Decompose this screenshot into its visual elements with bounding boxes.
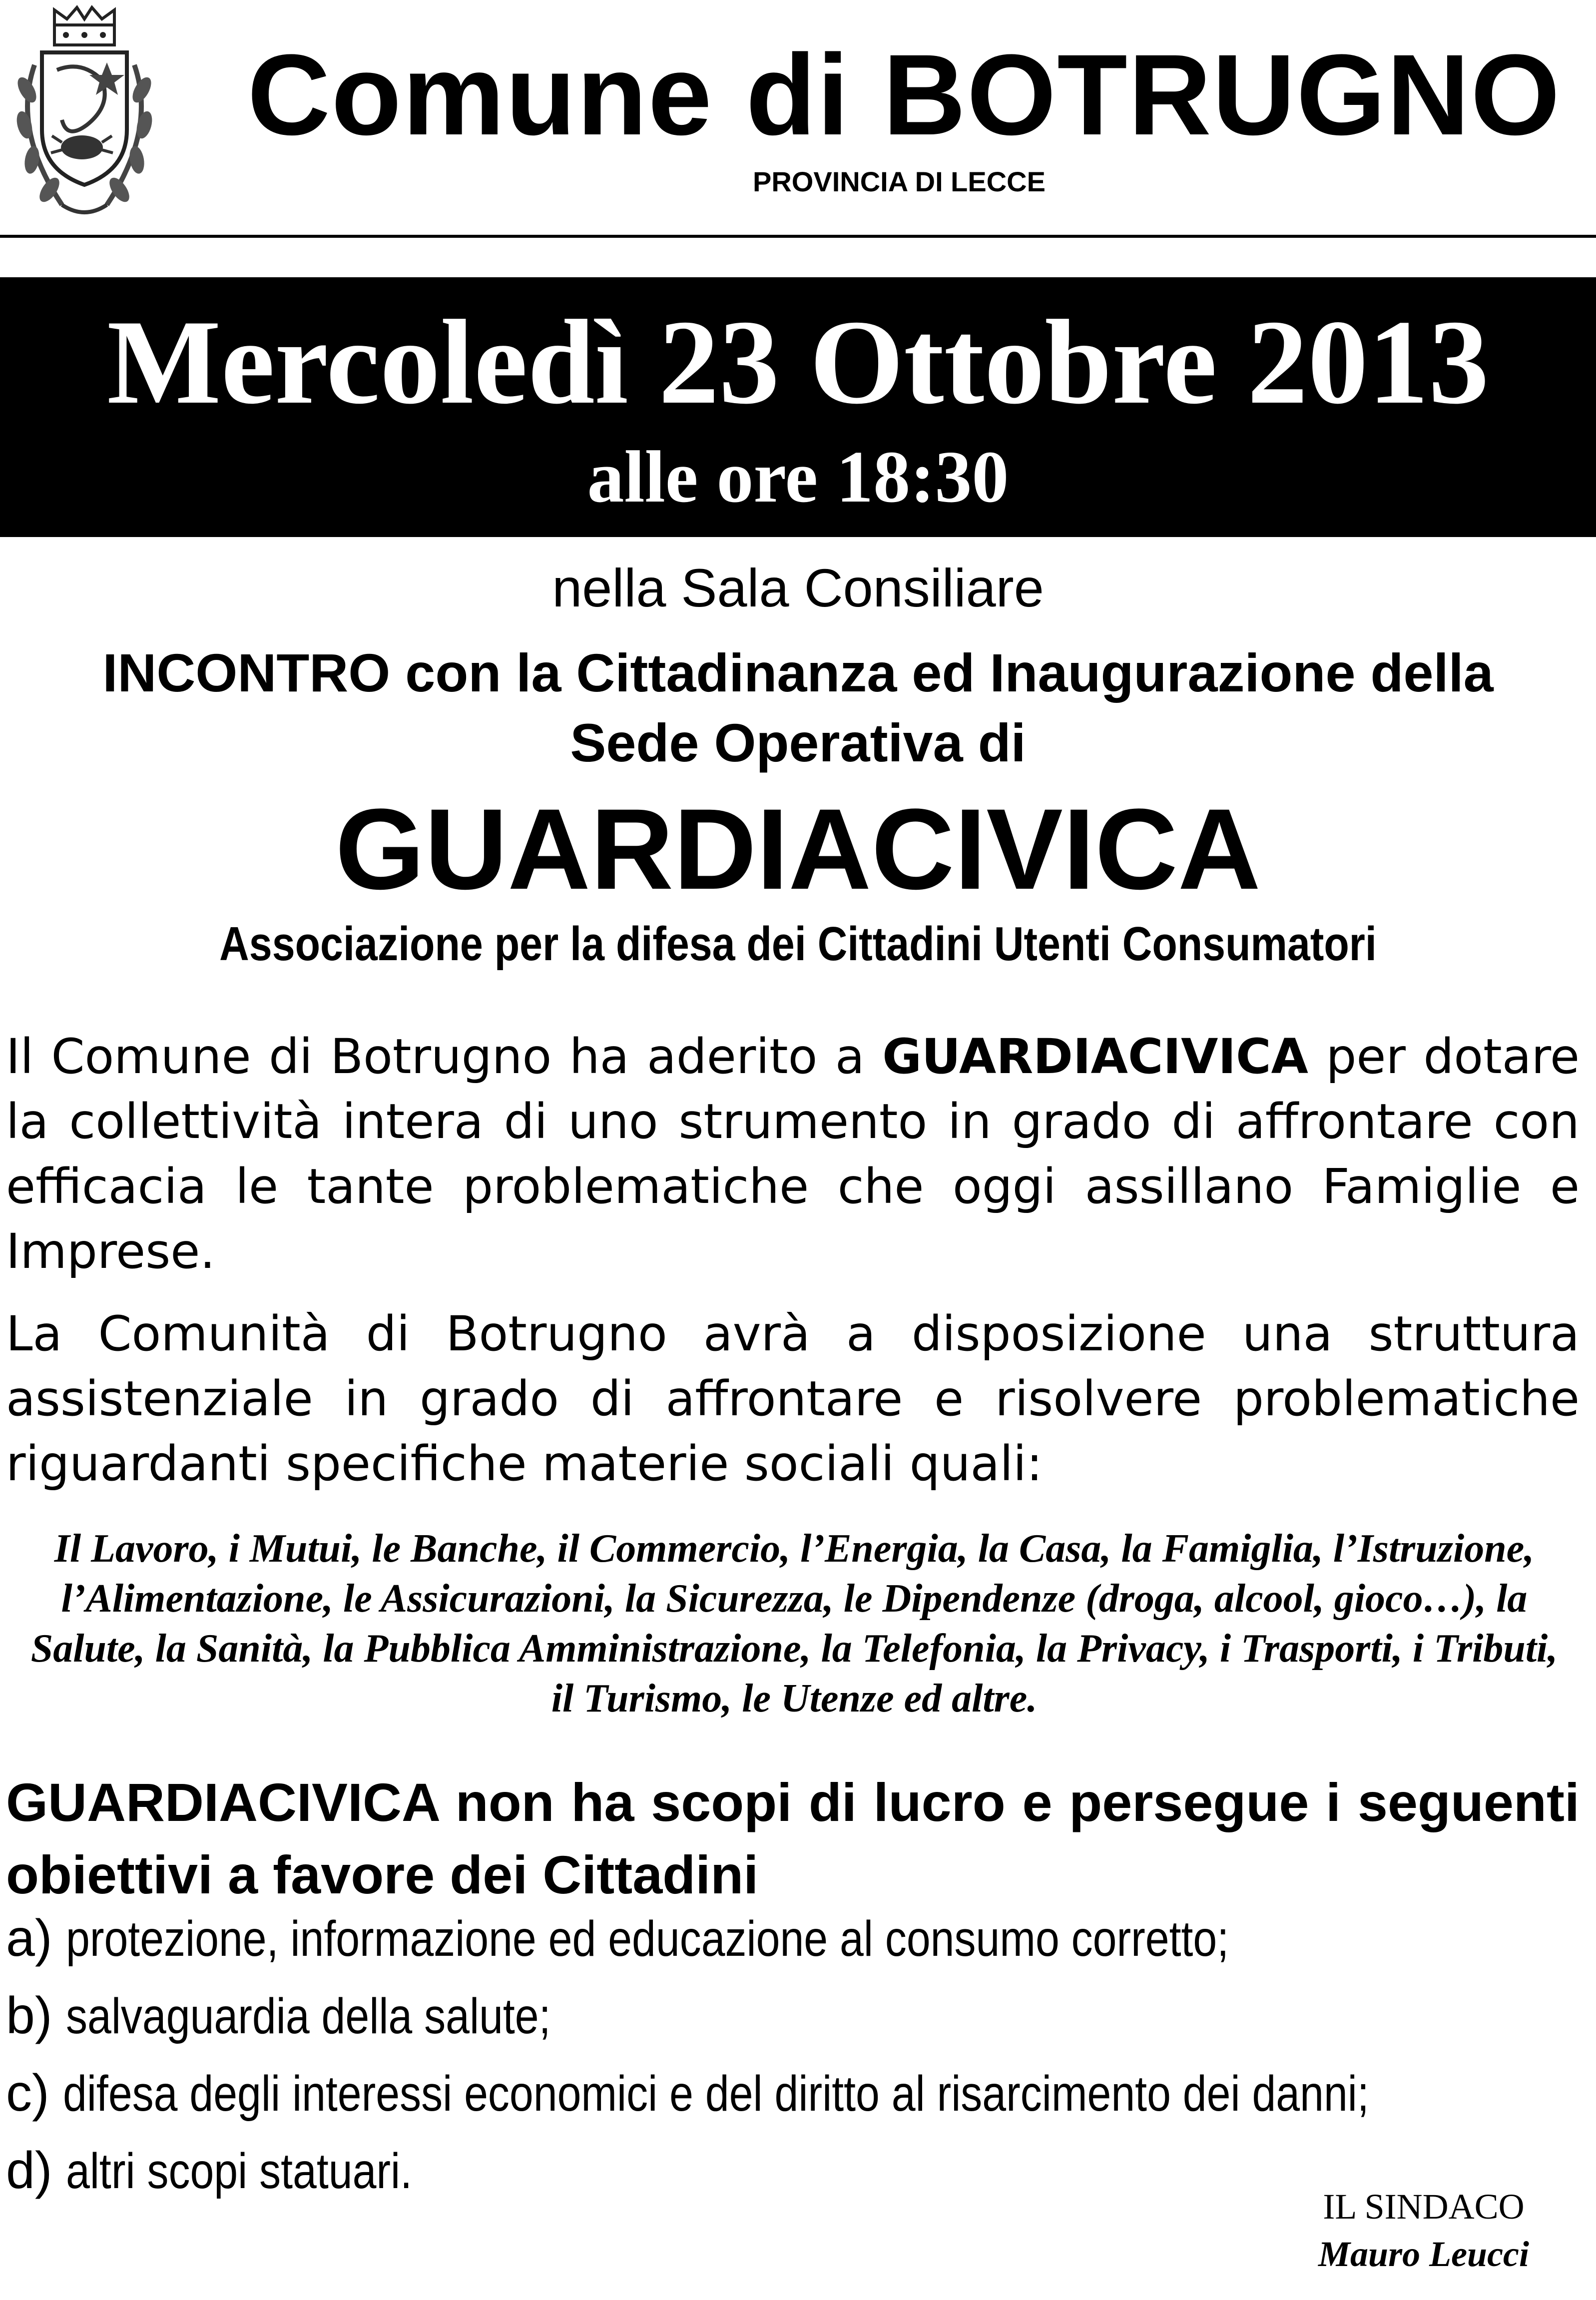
objective-text: protezione, informazione ed educazione al consumo corretto; xyxy=(66,1911,1229,1967)
objective-item xyxy=(6,1986,1585,2046)
objective-item xyxy=(6,1908,1585,1969)
province-subtitle: PROVINCIA DI LECCE xyxy=(753,166,1046,197)
header-divider xyxy=(0,235,1596,238)
organization-name: GUARDIACIVICA xyxy=(335,785,1261,913)
community-paragraph: La Comunità di Botrugno avrà a disposizione una struttura assistenziale in grado di affrontare e risolvere problematiche riguardanti specifiche materie sociali quali: xyxy=(6,1306,1580,1492)
objective-label: a) xyxy=(6,1909,52,1967)
objective-label: b) xyxy=(6,1987,52,2045)
municipal-crest-icon xyxy=(7,5,162,225)
objective-text: salvaguardia della salute; xyxy=(66,1988,551,2044)
mayor-title: IL SINDACO xyxy=(1323,2187,1525,2227)
event-description-line-2: Sede Operativa di xyxy=(570,712,1026,773)
event-time: alle ore 18:30 xyxy=(587,436,1009,518)
mayor-name: Mauro Leucci xyxy=(1318,2234,1529,2274)
intro-paragraph-end: per dotare la collettività intera di uno strumento in grado di affrontare con efficacia le tante problematiche che oggi assillano Famiglie e Imprese. xyxy=(6,1029,1580,1279)
event-date: Mercoledì 23 Ottobre 2013 xyxy=(107,295,1489,429)
objectives-heading: GUARDIACIVICA non ha scopi di lucro e persegue i seguenti obiettivi a favore dei Cittadini xyxy=(6,1772,1580,1905)
event-venue: nella Sala Consiliare xyxy=(552,558,1044,618)
intro-paragraph-start: Il Comune di Botrugno ha aderito a xyxy=(6,1029,883,1085)
objective-text: difesa degli interessi economici e del diritto al risarcimento dei danni; xyxy=(63,2066,1370,2122)
intro-paragraph xyxy=(6,1024,1580,1284)
organization-tagline: Associazione per la difesa dei Cittadini Utenti Consumatori xyxy=(219,917,1377,971)
objective-label: d) xyxy=(6,2142,52,2200)
town-title: Comune di BOTRUGNO xyxy=(247,30,1561,159)
topics-list: Il Lavoro, i Mutui, le Banche, il Commercio, l’Energia, la Casa, la Famiglia, l’Istruzione, l’Alimentazione, le Assicurazioni, la Sicurezza, le Dipendenze (droga, alcool, gioco…), la Salute, la Sanità, la Pubblica Amministrazione, la Telefonia, la Privacy, i Trasporti, i Tributi, il Turismo, le Utenze ed altre. xyxy=(30,1527,1558,1721)
objective-label: c) xyxy=(6,2064,49,2122)
objective-item xyxy=(6,2063,1585,2124)
intro-paragraph-org: GUARDIACIVICA xyxy=(882,1029,1308,1085)
objective-text: altri scopi statuari. xyxy=(66,2143,413,2199)
event-description-line-1: INCONTRO con la Cittadinanza ed Inaugurazione della xyxy=(102,642,1494,703)
